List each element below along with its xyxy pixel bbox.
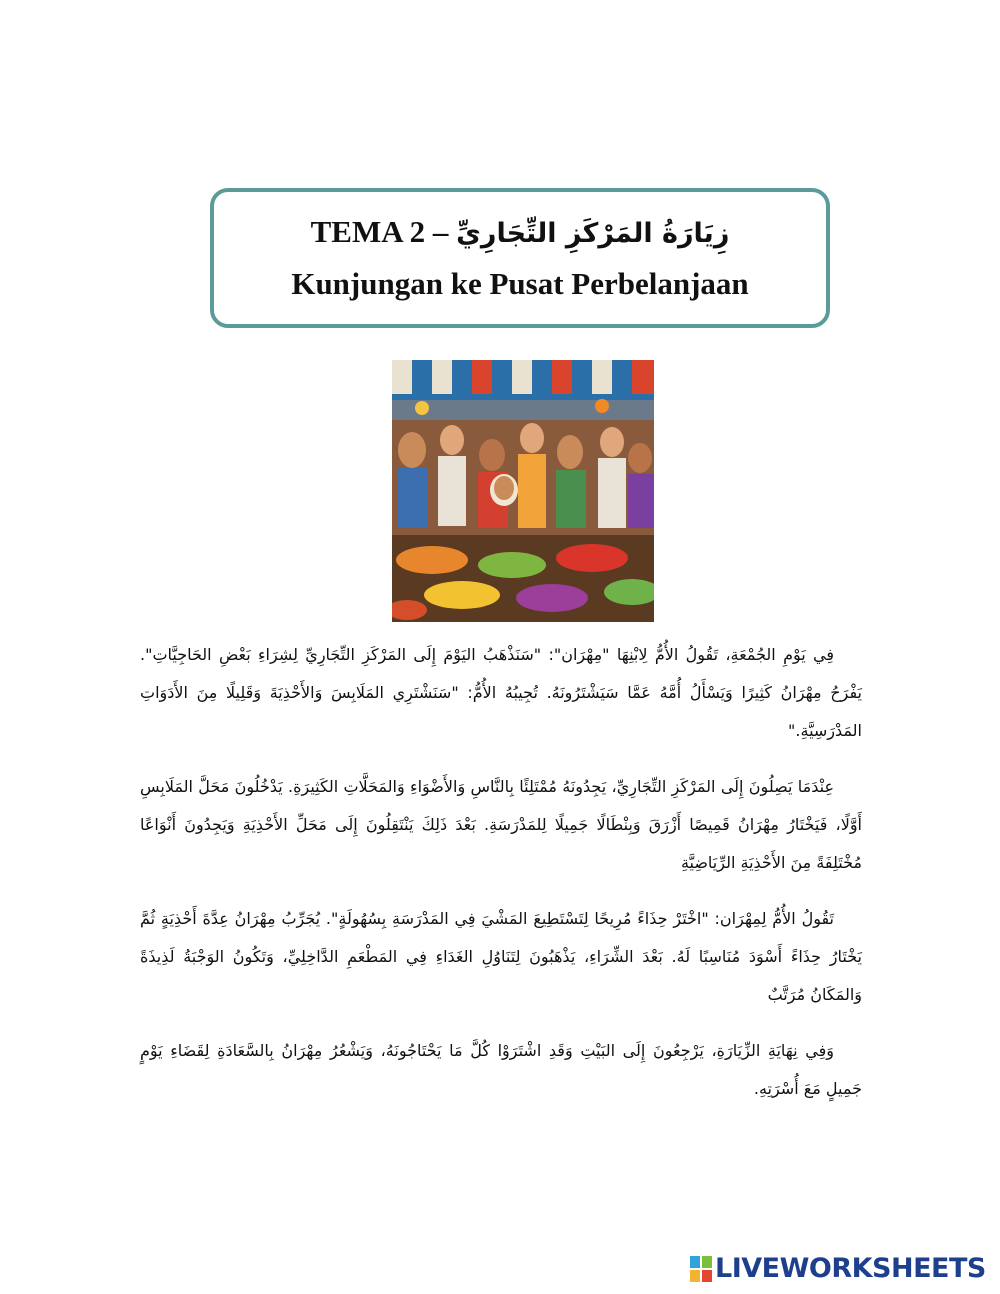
liveworksheets-logo-icon [690,1256,712,1282]
arabic-title: زِيَارَةُ المَرْكَزِ التِّجَارِيِّ [456,218,730,249]
theme-title-box [210,188,830,328]
story-paragraph-2: عِنْدَمَا يَصِلُونَ إِلَى المَرْكَزِ التِّجَارِيِّ، يَجِدُونَهُ مُمْتَلِئًا بِالنَّاسِ وَالأَضْوَاءِ وَالمَحَلَّاتِ الكَثِيرَةِ. يَدْخُلُونَ مَحَلَّ المَلَابِسِ أَوَّلًا، فَيَخْتَارُ مِهْرَانُ قَمِيصًا أَزْرَقَ وَبِنْطَالًا جَمِيلًا لِلمَدْرَسَةِ. بَعْدَ ذَلِكَ يَنْتَقِلُونَ إِلَى مَحَلِّ الأَحْذِيَةِ وَيَجِدُونَ أَنْوَاعًا مُخْتَلِفَةً مِنَ الأَحْذِيَةِ الرِّيَاضِيَّةِ [140,777,862,872]
tema-label: TEMA 2 [310,214,426,249]
theme-title-line [214,212,826,254]
story-paragraph-3: تَقُولُ الأُمُّ لِمِهْرَان: "اخْتَرْ حِذَاءً مُرِيحًا لِتَسْتَطِيعَ المَشْيَ فِي المَدْرَسَةِ بِسُهُولَةٍ". يُجَرِّبُ مِهْرَانُ عِدَّةَ أَحْذِيَةٍ ثُمَّ يَخْتَارُ حِذَاءً أَسْوَدَ مُنَاسِبًا لَهُ. بَعْدَ الشِّرَاءِ، يَذْهَبُونَ لِتَنَاوُلِ الغَدَاءِ فِي المَطْعَمِ الدَّاخِلِيِّ، وَتَكُونُ الوَجْبَةُ لَذِيذَةً وَالمَكَانُ مُرَتَّبٌ [140,909,862,1004]
market-scene-illustration [392,360,654,622]
liveworksheets-logo [690,1252,986,1286]
indonesian-subtitle: Kunjungan ke Pusat Perbelanjaan [291,266,749,301]
story-text [140,636,862,1126]
story-paragraph-1: فِي يَوْمِ الجُمْعَةِ، تَقُولُ الأُمُّ لِابْنِهَا "مِهْرَان": "سَنَذْهَبُ اليَوْمَ إِلَى المَرْكَزِ التِّجَارِيِّ لِشِرَاءِ بَعْضِ الحَاجِيَّاتِ". يَفْرَحُ مِهْرَانُ كَثِيرًا وَيَسْأَلُ أُمَّهُ عَمَّا سَيَشْتَرُونَهُ. تُجِيبُهُ الأُمُّ: "سَنَشْتَرِي المَلَابِسَ وَالأَحْذِيَةَ وَقَلِيلًا مِنَ الأَدَوَاتِ المَدْرَسِيَّةِ." [140,645,862,740]
title-separator: – [432,214,449,249]
story-paragraph-4: وَفِي نِهَايَةِ الزِّيَارَةِ، يَرْجِعُونَ إِلَى البَيْتِ وَقَدِ اشْتَرَوْا كُلَّ مَا يَحْتَاجُونَهُ، وَيَشْعُرُ مِهْرَانُ بِالسَّعَادَةِ لِقَضَاءِ يَوْمٍ جَمِيلٍ مَعَ أُسْرَتِهِ. [140,1041,862,1098]
brand-name: LIVEWORKSHEETS [715,1253,986,1284]
